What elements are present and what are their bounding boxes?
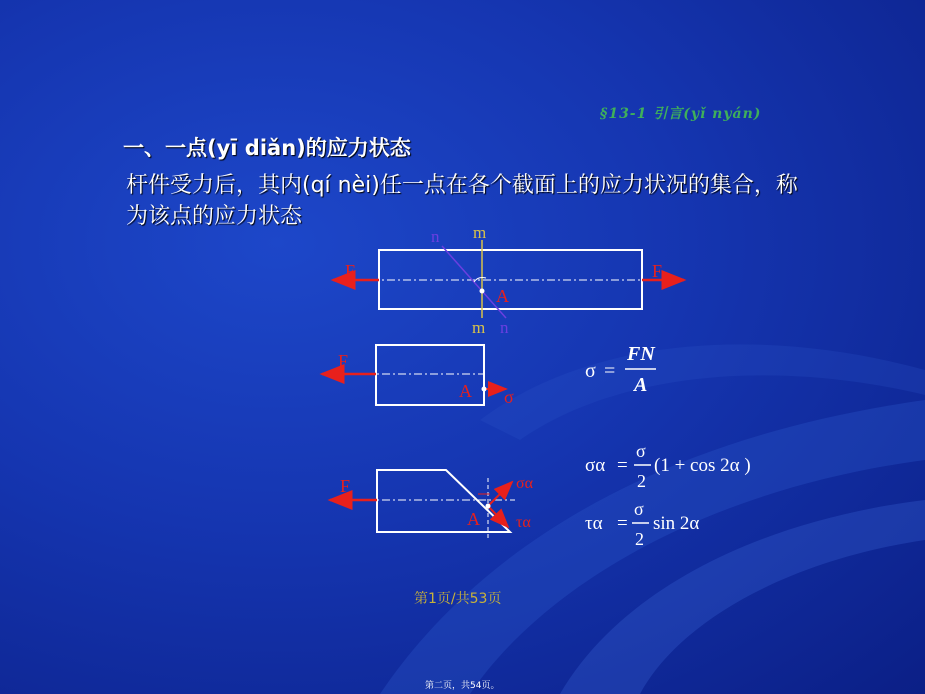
section-m-bottom-label: m bbox=[472, 318, 486, 337]
bottom-bar bbox=[377, 470, 510, 532]
svg-text:A: A bbox=[634, 374, 648, 396]
normal-stress-label: σα bbox=[516, 475, 534, 492]
formula-normal-stress bbox=[585, 441, 751, 491]
svg-text:2: 2 bbox=[635, 529, 644, 549]
point-a-middle-label: A bbox=[459, 381, 472, 401]
svg-text:=: = bbox=[617, 455, 628, 476]
middle-force-label: F bbox=[338, 351, 349, 371]
svg-text:=: = bbox=[604, 360, 616, 382]
middle-bar-group bbox=[322, 345, 514, 407]
middle-stress-label: σ bbox=[504, 387, 514, 407]
point-a-bottom-label: A bbox=[467, 509, 480, 529]
svg-text:(1 + cos 2α ): (1 + cos 2α ) bbox=[654, 455, 751, 476]
shear-stress-arrow bbox=[488, 506, 508, 527]
point-a-top-label: A bbox=[496, 286, 509, 306]
section-m-top-label: m bbox=[473, 223, 487, 242]
svg-text:τα: τα bbox=[585, 513, 603, 534]
top-bar-group bbox=[333, 223, 684, 337]
footer-note: 第二页，共54页。 bbox=[425, 681, 500, 691]
point-a-bottom bbox=[486, 504, 491, 509]
section-n-bottom-label: n bbox=[500, 318, 509, 337]
point-a-middle bbox=[482, 387, 487, 392]
section-tag: §13-1 引言(yǐ nyán) bbox=[600, 106, 762, 122]
svg-text:2: 2 bbox=[637, 471, 646, 491]
page-indicator: 第1页/共53页 bbox=[414, 591, 502, 607]
point-a-top bbox=[480, 289, 485, 294]
bottom-bar-group bbox=[330, 470, 534, 540]
svg-text:σ: σ bbox=[636, 441, 646, 461]
formula-shear-stress bbox=[585, 499, 699, 549]
top-force-left-label: F bbox=[345, 261, 356, 281]
slide-body-text: 杆件受力后，其内(qí nèi)任一点在各个截面上的应力状况的集合，称为该点的应力状态 bbox=[126, 173, 798, 229]
shear-stress-label: τα bbox=[516, 514, 531, 531]
section-n-top-label: n bbox=[431, 227, 440, 246]
svg-text:sin 2α: sin 2α bbox=[653, 513, 700, 534]
svg-text:σ: σ bbox=[634, 499, 644, 519]
bottom-force-label: F bbox=[340, 476, 351, 496]
formula-axial-stress bbox=[585, 343, 656, 396]
normal-stress-arrow bbox=[488, 482, 512, 506]
svg-text:=: = bbox=[617, 513, 628, 534]
top-force-right-label: F bbox=[652, 261, 663, 281]
svg-text:FN: FN bbox=[627, 343, 655, 365]
svg-text:σα: σα bbox=[585, 455, 606, 476]
slide-heading: 一、一点(yī diǎn)的应力状态 bbox=[123, 136, 411, 160]
svg-text:σ: σ bbox=[585, 360, 596, 382]
